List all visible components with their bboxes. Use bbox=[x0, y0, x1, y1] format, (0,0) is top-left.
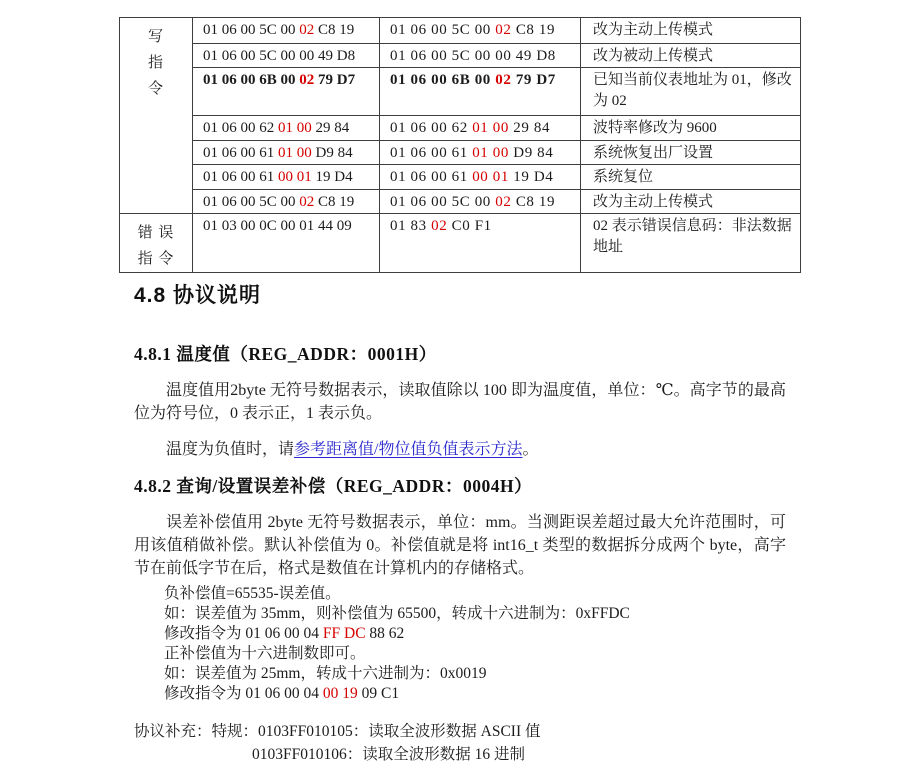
command-row bbox=[120, 165, 801, 190]
compensation-example-line bbox=[134, 604, 786, 624]
command-description: 改为主动上传模式 bbox=[581, 190, 801, 214]
note-suffix: 。 bbox=[522, 441, 539, 458]
hex-bytes: 01 06 00 5C 00 bbox=[203, 22, 300, 38]
temperature-value-paragraph: 温度值用2byte 无符号数据表示，读取值除以 100 即为温度值，单位：℃。高字节的最高位为符号位，0 表示正，1 表示负。 bbox=[134, 382, 786, 422]
error-label-line: 错 误 bbox=[137, 225, 175, 241]
hex-byte-highlight: 02 bbox=[495, 194, 512, 210]
hex-bytes: 01 06 00 61 bbox=[203, 169, 278, 185]
hex-bytes: 01 83 bbox=[390, 218, 432, 234]
command-hex-receive bbox=[380, 190, 581, 214]
command-description: 02 表示错误信息码：非法数据地址 bbox=[581, 214, 801, 273]
hex-bytes: 修改指令为 01 06 00 04 bbox=[164, 625, 323, 642]
hex-bytes: 如：误差值为 35mm，则补偿值为 65500，转成十六进制为：0xFFDC bbox=[164, 605, 630, 622]
hex-byte-highlight: 01 00 bbox=[278, 120, 312, 136]
hex-bytes: 79 D7 bbox=[314, 72, 356, 88]
hex-bytes: 09 C1 bbox=[357, 685, 400, 702]
command-hex-receive bbox=[380, 141, 581, 165]
command-hex-send bbox=[193, 116, 380, 141]
supplement-line-1 bbox=[134, 720, 786, 743]
compensation-example-line bbox=[134, 664, 786, 684]
write-commands-label bbox=[120, 18, 193, 214]
hex-bytes: 29 84 bbox=[508, 120, 551, 136]
error-label-line: 指 令 bbox=[137, 251, 175, 267]
command-description: 改为被动上传模式 bbox=[581, 44, 801, 68]
hex-byte-highlight: 01 00 bbox=[472, 145, 509, 161]
compensation-example-line bbox=[134, 684, 786, 704]
hex-bytes: 01 06 00 61 bbox=[203, 145, 278, 161]
command-hex-receive bbox=[380, 18, 581, 44]
hex-byte-highlight: 02 bbox=[431, 218, 448, 234]
hex-bytes: C8 19 bbox=[511, 22, 556, 38]
hex-bytes: C0 F1 bbox=[447, 218, 492, 234]
hex-byte-highlight: 00 01 bbox=[472, 169, 509, 185]
supplement-ascii-command: 0103FF010105：读取全波形数据 ASCII 值 bbox=[258, 723, 541, 740]
compensation-example-line bbox=[134, 584, 786, 604]
command-hex-send bbox=[193, 18, 380, 44]
write-label-char: 指 bbox=[147, 55, 164, 71]
document-content bbox=[134, 283, 786, 766]
command-hex-receive bbox=[380, 44, 581, 68]
command-description: 系统恢复出厂设置 bbox=[581, 141, 801, 165]
command-hex-send bbox=[193, 68, 380, 116]
hex-byte-highlight: 02 bbox=[299, 194, 315, 210]
command-hex-send bbox=[193, 190, 380, 214]
command-row bbox=[120, 190, 801, 214]
command-hex-send bbox=[193, 141, 380, 165]
hex-bytes: 负补偿值=65535-误差值。 bbox=[164, 585, 341, 602]
hex-bytes: 88 62 bbox=[365, 625, 405, 642]
write-label-char: 令 bbox=[147, 81, 164, 97]
note-prefix: 温度为负值时，请 bbox=[166, 441, 295, 458]
hex-byte-highlight: 02 bbox=[299, 72, 315, 88]
hex-bytes: C8 19 bbox=[314, 22, 355, 38]
hex-byte-highlight: 01 00 bbox=[472, 120, 509, 136]
hex-byte-highlight: 00 01 bbox=[278, 169, 312, 185]
hex-bytes: 01 06 00 62 bbox=[390, 120, 473, 136]
hex-bytes: 01 06 00 5C 00 00 49 D8 bbox=[203, 48, 356, 64]
command-row bbox=[120, 214, 801, 273]
command-table-body bbox=[120, 18, 801, 273]
hex-byte-highlight: 00 19 bbox=[322, 685, 358, 702]
supplement-prefix: 协议补充：特规： bbox=[134, 723, 259, 740]
hex-bytes: 01 06 00 61 bbox=[390, 169, 473, 185]
hex-bytes: 01 06 00 5C 00 bbox=[390, 194, 496, 210]
compensation-examples bbox=[134, 584, 786, 704]
negative-value-method-link[interactable]: 参考距离值/物位值负值表示方法 bbox=[294, 441, 523, 458]
error-commands-label bbox=[120, 214, 193, 273]
hex-bytes: D9 84 bbox=[311, 145, 353, 161]
protocol-supplement bbox=[134, 720, 786, 766]
hex-bytes: 29 84 bbox=[311, 120, 350, 136]
hex-bytes: 01 03 00 0C 00 01 44 09 bbox=[203, 218, 352, 234]
command-hex-send bbox=[193, 214, 380, 273]
hex-bytes: 01 06 00 5C 00 bbox=[390, 22, 496, 38]
hex-bytes: 19 D4 bbox=[311, 169, 353, 185]
hex-byte-highlight: FF DC bbox=[322, 625, 366, 642]
hex-bytes: 01 06 00 5C 00 bbox=[203, 194, 300, 210]
command-row bbox=[120, 18, 801, 44]
hex-bytes: C8 19 bbox=[314, 194, 355, 210]
negative-temperature-note bbox=[134, 438, 786, 461]
command-description: 系统复位 bbox=[581, 165, 801, 190]
section-heading-4-8: 4.8 协议说明 bbox=[134, 284, 262, 307]
command-description: 波特率修改为 9600 bbox=[581, 116, 801, 141]
hex-byte-highlight: 01 00 bbox=[278, 145, 312, 161]
hex-bytes: 如：误差值为 25mm，转成十六进制为：0x0019 bbox=[164, 665, 487, 682]
hex-bytes: 79 D7 bbox=[511, 72, 556, 88]
command-row bbox=[120, 44, 801, 68]
hex-bytes: 01 06 00 61 bbox=[390, 145, 473, 161]
command-hex-send bbox=[193, 44, 380, 68]
hex-byte-highlight: 02 bbox=[495, 72, 512, 88]
hex-bytes: D9 84 bbox=[508, 145, 554, 161]
hex-bytes: 01 06 00 6B 00 bbox=[390, 72, 496, 88]
command-hex-receive bbox=[380, 165, 581, 190]
compensation-example-line bbox=[134, 644, 786, 664]
command-table bbox=[119, 17, 801, 273]
command-hex-receive bbox=[380, 68, 581, 116]
hex-bytes: 01 06 00 6B 00 bbox=[203, 72, 300, 88]
hex-bytes: 正补偿值为十六进制数即可。 bbox=[164, 645, 366, 662]
command-description: 已知当前仪表地址为 01，修改为 02 bbox=[581, 68, 801, 116]
command-row bbox=[120, 116, 801, 141]
hex-bytes: C8 19 bbox=[511, 194, 556, 210]
compensation-example-line bbox=[134, 624, 786, 644]
command-description: 改为主动上传模式 bbox=[581, 18, 801, 44]
section-heading-4-8-2: 4.8.2 查询/设置误差补偿（REG_ADDR：0004H） bbox=[134, 476, 533, 496]
hex-bytes: 01 06 00 62 bbox=[203, 120, 278, 136]
error-compensation-paragraph: 误差补偿值用 2byte 无符号数据表示，单位：mm。当测距误差超过最大允许范围时，可用该值稍做补偿。默认补偿值为 0。补偿值就是将 int16_t 类型的数据拆分成两个 byte，高字节在前低字节在后，格式是数值在计算机内的存储格式。 bbox=[134, 514, 786, 577]
command-hex-send bbox=[193, 165, 380, 190]
hex-bytes: 19 D4 bbox=[508, 169, 554, 185]
supplement-hex-command: 0103FF010106：读取全波形数据 16 进制 bbox=[252, 746, 525, 763]
command-row bbox=[120, 141, 801, 165]
hex-bytes: 修改指令为 01 06 00 04 bbox=[164, 685, 323, 702]
command-hex-receive bbox=[380, 116, 581, 141]
write-label-char: 写 bbox=[147, 29, 164, 45]
command-row bbox=[120, 68, 801, 116]
hex-byte-highlight: 02 bbox=[495, 22, 512, 38]
command-hex-receive bbox=[380, 214, 581, 273]
hex-byte-highlight: 02 bbox=[299, 22, 315, 38]
section-heading-4-8-1: 4.8.1 温度值（REG_ADDR：0001H） bbox=[134, 344, 437, 364]
hex-bytes: 01 06 00 5C 00 00 49 D8 bbox=[390, 48, 556, 64]
